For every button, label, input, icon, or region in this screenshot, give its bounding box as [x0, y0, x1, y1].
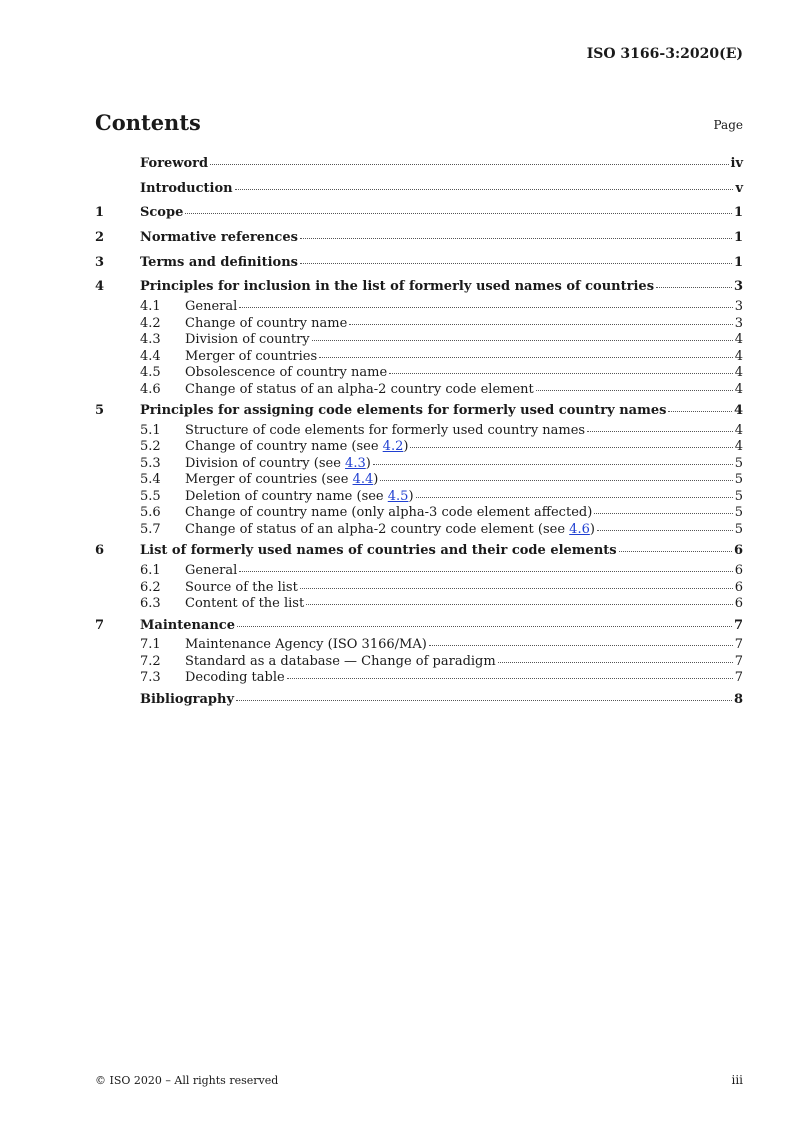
dot-leader	[619, 551, 732, 552]
toc-entry-title	[140, 688, 234, 712]
toc-entry-number: 4.5	[140, 365, 161, 381]
toc-subentry[interactable]	[95, 522, 743, 539]
dot-leader	[668, 411, 732, 412]
toc-subentry[interactable]	[95, 472, 743, 489]
toc-entry[interactable]	[95, 399, 743, 423]
toc-subentry[interactable]	[95, 489, 743, 506]
table-of-contents	[95, 152, 743, 711]
dot-leader	[300, 588, 733, 589]
toc-entry-page: 1	[733, 230, 743, 246]
toc-entry-title-text: Scope	[140, 205, 184, 221]
page-title: Contents	[95, 110, 201, 135]
toc-entry-page: 4	[734, 348, 743, 364]
dot-leader	[236, 700, 732, 701]
toc-entry-page: 6	[733, 543, 743, 559]
toc-entry-title	[185, 489, 414, 506]
toc-entry[interactable]	[95, 201, 743, 225]
toc-entry-page: 7	[734, 653, 743, 669]
toc-entry[interactable]	[95, 251, 743, 275]
cross-reference-link[interactable]: 4.3	[345, 455, 366, 471]
toc-entry-number: 4.1	[140, 299, 161, 315]
toc-entry-title-text: Content of the list	[185, 596, 305, 611]
toc-entry-title	[185, 670, 285, 687]
dot-leader	[373, 464, 733, 465]
toc-entry-title	[185, 456, 371, 473]
dot-leader	[300, 238, 732, 239]
toc-entry-title	[140, 177, 233, 201]
toc-subentry[interactable]	[95, 596, 743, 613]
toc-entry-title	[185, 299, 237, 316]
toc-entry-title-text: Standard as a database — Change of paradigm	[185, 653, 496, 669]
toc-entry-page: 4	[734, 439, 743, 455]
toc-entry-page: 5	[734, 455, 743, 471]
toc-entry-title	[185, 332, 310, 349]
toc-entry-title	[185, 423, 585, 440]
toc-entry-number: 6	[95, 543, 105, 559]
toc-entry-number: 5.6	[140, 505, 161, 521]
toc-entry-title-suffix: )	[403, 439, 409, 455]
toc-entry-title	[185, 522, 595, 539]
toc-entry-page: 1	[733, 254, 743, 270]
page-number: iii	[731, 1073, 743, 1087]
toc-entry-title-text: Introduction	[140, 180, 233, 196]
toc-entry[interactable]	[95, 226, 743, 250]
dot-leader	[429, 645, 733, 646]
toc-entry-page: 4	[734, 365, 743, 381]
toc-entry-title-text: Division of country (see	[185, 455, 346, 471]
toc-entry-title	[185, 382, 534, 399]
toc-entry-page: 7	[733, 617, 743, 633]
toc-entry-number: 1	[95, 205, 105, 221]
toc-entry-number: 7	[95, 617, 105, 633]
toc-entry-title-text: Change of status of an alpha-2 country code element	[185, 381, 534, 397]
toc-entry-title	[185, 505, 592, 522]
toc-entry-page: iv	[730, 156, 743, 171]
toc-entry-title	[185, 472, 378, 489]
toc-entry-title-text: Change of status of an alpha-2 country code element (see	[185, 521, 570, 537]
toc-entry-page: 3	[734, 315, 743, 331]
toc-subentry[interactable]	[95, 299, 743, 316]
toc-entry-page: 4	[734, 422, 743, 438]
toc-entry-number: 6.1	[140, 563, 161, 578]
toc-entry-title-text: Principles for inclusion in the list of formerly used names of countries	[140, 279, 655, 295]
toc-entry-number: 5.7	[140, 521, 161, 537]
dot-leader	[239, 307, 732, 308]
toc-entry-number: 5.4	[140, 472, 161, 488]
dot-leader	[319, 357, 733, 358]
dot-leader	[389, 373, 733, 374]
dot-leader	[287, 678, 733, 679]
toc-entry-title-text: Foreword	[140, 156, 209, 171]
toc-subentry[interactable]	[95, 563, 743, 580]
toc-entry-number: 7.1	[140, 637, 161, 653]
toc-entry-title	[140, 251, 298, 275]
toc-entry-title-text: General	[185, 563, 238, 578]
toc-entry-number: 5.5	[140, 488, 161, 504]
dot-leader	[235, 189, 734, 190]
dot-leader	[210, 164, 728, 165]
toc-entry-title-text: Deletion of country name (see	[185, 488, 388, 504]
toc-entry-page: 4	[734, 332, 743, 348]
toc-subentry[interactable]	[95, 423, 743, 440]
toc-entry-page: 8	[733, 691, 743, 707]
toc-subentry[interactable]	[95, 670, 743, 687]
toc-entry[interactable]	[95, 177, 743, 201]
toc-entry-title	[185, 563, 237, 580]
toc-entry-title-suffix: )	[589, 521, 595, 537]
toc-entry-number: 5.1	[140, 422, 161, 438]
toc-entry[interactable]	[95, 614, 743, 638]
toc-entry-title-text: Normative references	[140, 230, 298, 246]
toc-entry[interactable]	[95, 688, 743, 712]
toc-entry-number: 5	[95, 403, 105, 419]
cross-reference-link[interactable]: 4.2	[382, 439, 404, 455]
toc-entry-title-text: Merger of countries	[185, 348, 318, 364]
toc-subentry[interactable]	[95, 365, 743, 382]
toc-entry-page: 4	[733, 403, 743, 419]
dot-leader	[300, 263, 732, 264]
toc-entry-title-suffix: )	[365, 455, 371, 471]
toc-entry-title	[140, 275, 654, 299]
toc-entry-title	[140, 399, 666, 423]
dot-leader	[237, 626, 732, 627]
toc-entry-title-suffix: )	[408, 488, 414, 504]
dot-leader	[312, 340, 733, 341]
toc-entry-number: 5.3	[140, 455, 161, 471]
toc-entry-title-text: List of formerly used names of countries and their code elements	[140, 543, 617, 559]
toc-entry-title-text: Obsolescence of country name	[185, 365, 388, 381]
toc-subentry[interactable]	[95, 332, 743, 349]
toc-entry-number: 7.3	[140, 670, 161, 686]
toc-entry-page: 6	[734, 563, 743, 578]
toc-entry-title-text: Merger of countries (see	[185, 472, 353, 488]
toc-entry-title	[185, 637, 427, 654]
toc-entry-title-text: Terms and definitions	[140, 254, 298, 270]
toc-entry-title-text: Structure of code elements for formerly used country names	[185, 422, 586, 438]
dot-leader	[380, 480, 732, 481]
copyright-notice: © ISO 2020 – All rights reserved	[95, 1074, 279, 1087]
document-id: ISO 3166-3:2020(E)	[586, 46, 743, 62]
toc-entry-title	[140, 539, 617, 563]
toc-subentry[interactable]	[95, 580, 743, 597]
dot-leader	[587, 431, 733, 432]
toc-entry-number: 4.3	[140, 332, 161, 348]
toc-subentry[interactable]	[95, 382, 743, 399]
toc-subentry[interactable]	[95, 637, 743, 654]
toc-entry-number: 2	[95, 230, 105, 246]
toc-entry-page: 3	[734, 299, 743, 315]
toc-entry-title-text: Change of country name (see	[185, 439, 383, 455]
dot-leader	[597, 530, 733, 531]
toc-entry-page: v	[735, 180, 743, 196]
toc-entry-title-text: Change of country name	[185, 315, 348, 331]
toc-entry-number: 4.4	[140, 348, 161, 364]
toc-entry-title-text: Change of country name (only alpha-3 code element affected)	[185, 505, 593, 521]
toc-entry-page: 4	[734, 381, 743, 397]
toc-entry[interactable]	[95, 275, 743, 299]
cross-reference-link[interactable]: 4.6	[569, 521, 590, 537]
toc-entry-page: 7	[734, 637, 743, 653]
toc-entry-title-text: Bibliography	[140, 691, 235, 707]
toc-subentry[interactable]	[95, 505, 743, 522]
dot-leader	[498, 662, 733, 663]
dot-leader	[416, 497, 733, 498]
toc-entry-number: 7.2	[140, 653, 161, 669]
toc-entry-page: 5	[734, 521, 743, 537]
toc-entry-number: 4	[95, 279, 105, 295]
dot-leader	[349, 324, 732, 325]
toc-entry[interactable]	[95, 539, 743, 563]
toc-entry-number: 4.6	[140, 381, 161, 397]
toc-entry-number: 4.2	[140, 315, 161, 331]
toc-entry-number: 6.2	[140, 579, 161, 595]
toc-entry-page: 3	[733, 279, 743, 295]
toc-entry-title-text: Principles for assigning code elements for formerly used country names	[140, 403, 667, 419]
toc-subentry[interactable]	[95, 316, 743, 333]
toc-entry-title	[185, 654, 496, 671]
toc-entry-page: 6	[734, 596, 743, 611]
toc-entry-title	[140, 201, 183, 225]
dot-leader	[410, 447, 732, 448]
toc-entry-number: 6.3	[140, 596, 161, 611]
toc-entry-title	[140, 152, 208, 176]
toc-entry-title-text: Division of country	[185, 332, 310, 348]
cross-reference-link[interactable]: 4.5	[387, 488, 409, 504]
toc-entry-page: 5	[734, 472, 743, 488]
dot-leader	[656, 287, 732, 288]
page-column-label: Page	[713, 118, 743, 132]
toc-entry-page: 5	[734, 488, 743, 504]
toc-entry-page: 1	[733, 205, 743, 221]
toc-entry-title-text: Source of the list	[185, 579, 298, 595]
toc-entry-title	[185, 439, 408, 456]
dot-leader	[594, 513, 732, 514]
toc-entry-title	[185, 596, 304, 613]
dot-leader	[536, 390, 733, 391]
dot-leader	[185, 213, 732, 214]
toc-entry-number: 5.2	[140, 439, 161, 455]
toc-entry-title	[185, 365, 387, 382]
toc-entry-title-text: Maintenance Agency (ISO 3166/MA)	[185, 637, 427, 653]
toc-entry-number: 3	[95, 254, 105, 270]
toc-entry-page: 5	[734, 505, 743, 521]
toc-subentry[interactable]	[95, 456, 743, 473]
toc-entry-page: 7	[734, 670, 743, 686]
toc-entry-title	[140, 226, 298, 250]
dot-leader	[306, 604, 733, 605]
toc-entry[interactable]	[95, 152, 743, 176]
toc-entry-title	[185, 580, 298, 597]
toc-subentry[interactable]	[95, 439, 743, 456]
dot-leader	[239, 571, 732, 572]
toc-entry-title-suffix: )	[373, 472, 379, 488]
toc-entry-page: 6	[734, 579, 743, 595]
toc-entry-title-text: Maintenance	[140, 617, 235, 633]
toc-subentry[interactable]	[95, 349, 743, 366]
toc-entry-title	[185, 316, 347, 333]
toc-entry-title	[140, 614, 235, 638]
cross-reference-link[interactable]: 4.4	[352, 472, 374, 488]
toc-subentry[interactable]	[95, 654, 743, 671]
toc-entry-title	[185, 349, 317, 366]
toc-entry-title-text: General	[185, 299, 238, 315]
toc-entry-title-text: Decoding table	[185, 670, 285, 686]
